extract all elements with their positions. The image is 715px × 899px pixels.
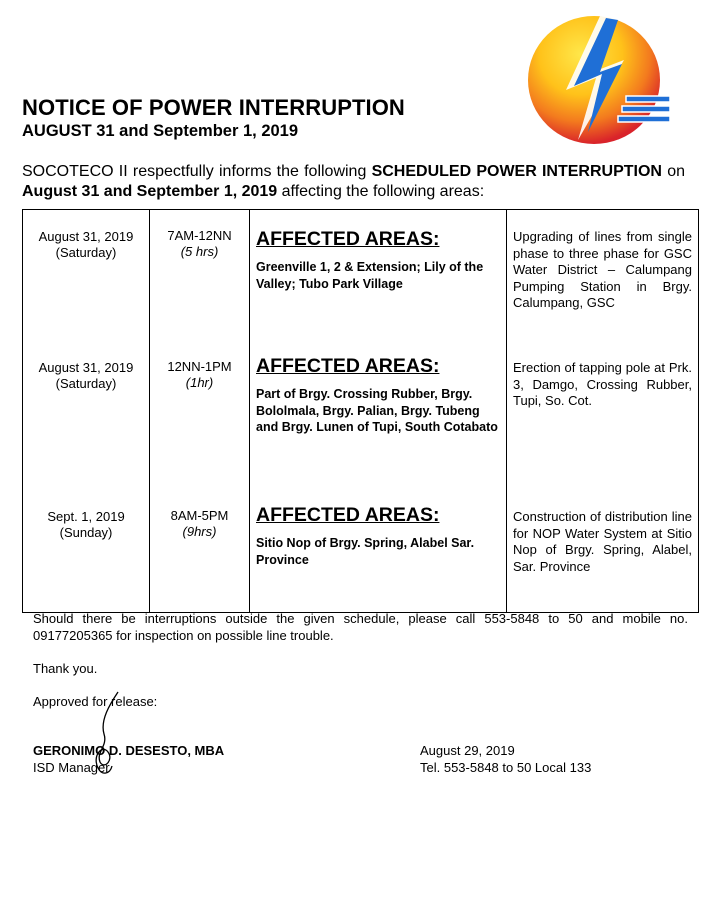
affected-areas-heading: AFFECTED AREAS: xyxy=(256,504,440,526)
affected-areas-heading: AFFECTED AREAS: xyxy=(256,355,440,377)
release-date: August 29, 2019 xyxy=(420,743,515,758)
notice-subtitle: AUGUST 31 and September 1, 2019 xyxy=(22,122,299,140)
schedule-time-2: 12NN-1PM (1hr) xyxy=(167,359,232,390)
affected-areas-list: Part of Brgy. Crossing Rubber, Brgy. Bololmala, Brgy. Palian, Brgy. Tubeng and Brgy. Lunen of Tupi, South Cotabato xyxy=(256,387,498,434)
time-column xyxy=(150,210,250,613)
signatory-name: GERONIMO D. DESESTO, MBA xyxy=(33,743,225,758)
socoteco-logo xyxy=(522,8,672,148)
approval-label: Approved for release: xyxy=(33,694,158,709)
schedule-time-3: 8AM-5PM (9hrs) xyxy=(170,508,229,539)
intro-paragraph: SOCOTECO II respectfully informs the following SCHEDULED POWER INTERRUPTION on August 31 and September 1, 2019 affecting the following areas: xyxy=(22,163,685,200)
signatory-title: ISD Manager xyxy=(33,760,110,775)
areas-column xyxy=(250,210,507,613)
affected-areas-list: Greenville 1, 2 & Extension; Lily of the Valley; Tubo Park Village xyxy=(256,260,484,291)
schedule-table xyxy=(22,209,699,613)
affected-areas-1 xyxy=(250,227,506,292)
schedule-date-2: August 31, 2019 (Saturday) xyxy=(38,360,134,391)
schedule-date-1: August 31, 2019 (Saturday) xyxy=(38,229,134,260)
reason-2: Erection of tapping pole at Prk. 3, Damgo, Crossing Rubber, Tupi, So. Cot. xyxy=(513,360,692,408)
affected-areas-3 xyxy=(250,503,506,568)
reason-1: Upgrading of lines from single phase to three phase for GSC Water District – Calumpang Pumping Station in Brgy. Calumpang, GSC xyxy=(513,229,692,310)
affected-areas-2 xyxy=(250,354,506,436)
reason-3: Construction of distribution line for NOP Water System at Sitio Nop of Brgy. Spring, Alabel, Sar. Province xyxy=(513,509,692,574)
reason-column xyxy=(507,210,699,613)
contact-telephone: Tel. 553-5848 to 50 Local 133 xyxy=(420,760,592,775)
contact-note: Should there be interruptions outside the given schedule, please call 553-5848 to 50 and mobile no. 09177205365 for inspection on possible line trouble. xyxy=(33,611,688,643)
table-row xyxy=(23,210,699,613)
affected-areas-list: Sitio Nop of Brgy. Spring, Alabel Sar. Province xyxy=(256,536,475,567)
affected-areas-heading: AFFECTED AREAS: xyxy=(256,228,440,250)
schedule-time-1: 7AM-12NN (5 hrs) xyxy=(167,228,232,259)
thank-you: Thank you. xyxy=(33,661,98,676)
date-column xyxy=(23,210,150,613)
notice-title: NOTICE OF POWER INTERRUPTION xyxy=(22,95,405,120)
schedule-date-3: Sept. 1, 2019 (Sunday) xyxy=(47,509,125,540)
